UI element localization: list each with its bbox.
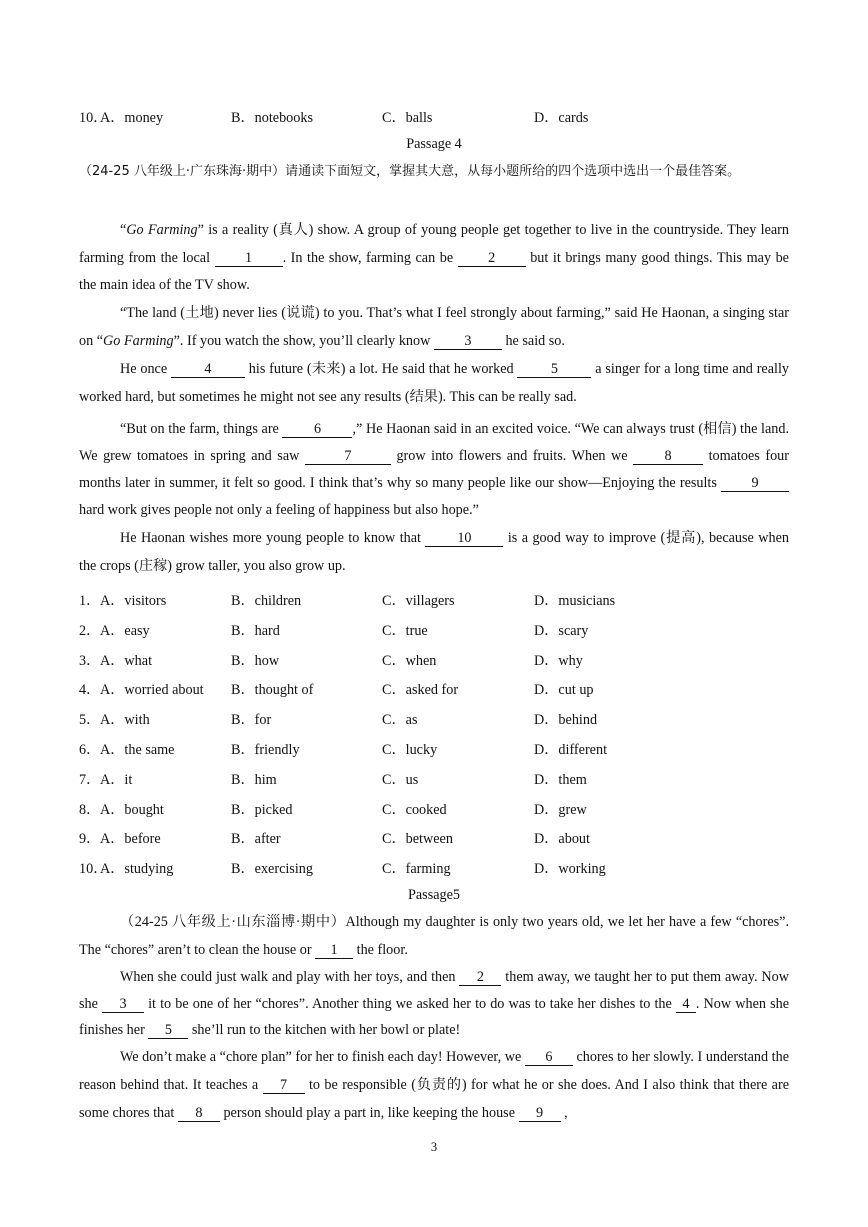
- blank-9: 9: [519, 1105, 561, 1122]
- option-b: B．after: [231, 831, 281, 848]
- option-d: D．behind: [534, 712, 598, 729]
- passage-4-intro: （24-25 八年级上·广东珠海·期中）请通读下面短文，掌握其大意，从每小题所给的四个选项中选出一个最佳答案。: [79, 164, 741, 179]
- blank-5: 5: [148, 1022, 188, 1039]
- option-a: A．money: [100, 110, 164, 126]
- option-d: D．different: [534, 742, 608, 758]
- blank-2: 2: [459, 969, 501, 986]
- blank-9: 9: [721, 475, 789, 492]
- option-a: A．with: [100, 712, 150, 729]
- question-row-3: [79, 650, 789, 670]
- option-c: C．asked for: [382, 682, 459, 699]
- option-d: D．working: [534, 861, 606, 878]
- option-b: B．hard: [231, 622, 280, 639]
- option-a: A．studying: [100, 861, 174, 878]
- passage-4-paragraph-3: He once 4 his future (未来) a lot. He said that he worked 5 a singer for a long time and really worked hard, but sometimes he might not see any results (结果). This can be really sad.: [79, 361, 789, 405]
- option-c: C．us: [382, 771, 419, 788]
- question-row-4: [79, 679, 789, 699]
- option-b: B．for: [231, 712, 272, 729]
- option-d: D．cards: [534, 110, 589, 126]
- question-number: 2．: [79, 622, 101, 639]
- option-d: D．grew: [534, 801, 587, 818]
- blank-8: 8: [178, 1105, 220, 1122]
- option-a: A．visitors: [100, 593, 167, 609]
- question-row-7: [79, 769, 789, 789]
- passage-4-paragraph-5: He Haonan wishes more young people to know that 10 is a good way to improve (提高), because when the crops (庄稼) grow taller, you also grow up.: [79, 530, 790, 574]
- passage-4-paragraph-1: “Go Farming” is a reality (真人) show. A group of young people get together to live in the countryside. They learn farming from the local 1 . In the show, farming can be 2 but it brings many good things. This may be the main idea of the TV show.: [79, 222, 789, 293]
- passage-4-paragraph-2: “The land (土地) never lies (说谎) to you. That’s what I feel strongly about farming,” said He Haonan, a singing star on “Go Farming”. If you watch the show, you’ll clearly know 3 he said so.: [79, 305, 789, 349]
- option-d: D．musicians: [534, 593, 616, 609]
- question-number: 1．: [79, 593, 101, 609]
- passage-4-paragraph-4: “But on the farm, things are 6 ,” He Haonan said in an excited voice. “We can always trust (相信) the land. We grew tomatoes in spring and saw 7 grow into flowers and fruits. When we 8 tomatoes four months later in summer, it felt so good. I think that’s why so many people like our show—Enjoying the results 9 hard work gives people not only a feeling of happiness but also hope.”: [79, 421, 789, 518]
- question-row-1: [79, 590, 789, 610]
- question-number: 10．: [79, 861, 108, 878]
- passage-5-paragraph-1: （24-25 八年级上·山东淄博·期中）Although my daughter is only two years old, we let her have a few “chores”. The “chores” aren’t to clean the house or 1 the floor.: [79, 914, 789, 958]
- question-number: 9．: [79, 831, 101, 848]
- option-c: C．balls: [382, 110, 433, 126]
- option-d: D．about: [534, 831, 590, 848]
- option-b: B．thought of: [231, 682, 314, 699]
- question-number: 3．: [79, 652, 101, 669]
- passage-5-paragraph-2: When she could just walk and play with her toys, and then 2 them away, we taught her to put them away. Now she 3 it to be one of her “chores”. Another thing we asked her to do was to take her dishes to the 4 . Now when she finishes her 5 she’ll run to the kitchen with her bowl or plate!: [79, 969, 789, 1038]
- page-number: 3: [430, 1140, 438, 1154]
- question-row-9: [79, 828, 789, 848]
- blank-7: 7: [305, 448, 391, 465]
- blank-3: 3: [434, 333, 502, 350]
- option-c: C．between: [382, 831, 453, 848]
- question-row-2: [79, 620, 789, 640]
- option-a: A．worried about: [100, 682, 204, 699]
- blank-2: 2: [458, 250, 526, 267]
- option-c: C．true: [382, 622, 428, 639]
- option-c: C．farming: [382, 861, 451, 878]
- show-title: Go Farming: [126, 222, 198, 238]
- blank-4: 4: [676, 996, 696, 1013]
- blank-6: 6: [525, 1049, 573, 1066]
- question-row-10: [79, 858, 789, 878]
- question-number: 6．: [79, 742, 101, 758]
- question-number: 10．: [79, 110, 108, 126]
- option-a: A．what: [100, 652, 153, 669]
- option-b: B．notebooks: [231, 110, 313, 126]
- passage-5-paragraph-3: We don’t make a “chore plan” for her to finish each day! However, we 6 chores to her slowly. I understand the reason behind that. It teaches a 7 to be responsible (负责的) for what he or she does. And I also think that there are some chores that 8 person should play a part in, like keeping the house 9 ,: [79, 1049, 790, 1121]
- blank-5: 5: [517, 361, 591, 378]
- option-c: C．when: [382, 652, 437, 669]
- option-d: D．them: [534, 771, 587, 788]
- option-b: B．him: [231, 771, 277, 788]
- passage-4-title: Passage 4: [406, 136, 462, 152]
- blank-7: 7: [263, 1077, 305, 1094]
- blank-4: 4: [171, 361, 245, 378]
- option-c: C．cooked: [382, 801, 447, 818]
- option-b: B．picked: [231, 801, 293, 818]
- option-a: A．the same: [100, 742, 175, 758]
- question-number: 8．: [79, 801, 101, 818]
- option-a: A．easy: [100, 622, 150, 639]
- question-row-prev-10: [79, 107, 789, 127]
- option-c: C．lucky: [382, 742, 438, 758]
- option-c: C．villagers: [382, 593, 455, 609]
- question-number: 4．: [79, 682, 101, 699]
- blank-3: 3: [102, 996, 144, 1013]
- option-d: D．cut up: [534, 682, 594, 699]
- option-b: B．children: [231, 593, 302, 609]
- blank-1: 1: [215, 250, 283, 267]
- blank-6: 6: [282, 421, 352, 438]
- option-b: B．exercising: [231, 861, 313, 878]
- option-b: B．friendly: [231, 742, 300, 758]
- option-a: A．it: [100, 771, 133, 788]
- blank-1: 1: [315, 942, 353, 959]
- option-a: A．bought: [100, 801, 164, 818]
- question-number: 7．: [79, 771, 101, 788]
- option-c: C．as: [382, 712, 418, 729]
- passage-5-title: Passage5: [407, 887, 460, 903]
- option-d: D．why: [534, 652, 583, 669]
- option-d: D．scary: [534, 622, 589, 639]
- option-b: B．how: [231, 652, 280, 669]
- blank-8: 8: [633, 448, 703, 465]
- question-number: 5．: [79, 712, 101, 729]
- question-row-8: [79, 799, 789, 819]
- blank-10: 10: [425, 530, 503, 547]
- question-row-5: [79, 709, 789, 729]
- question-row-6: [79, 739, 789, 759]
- option-a: A．before: [100, 831, 161, 848]
- show-title: Go Farming: [103, 332, 174, 349]
